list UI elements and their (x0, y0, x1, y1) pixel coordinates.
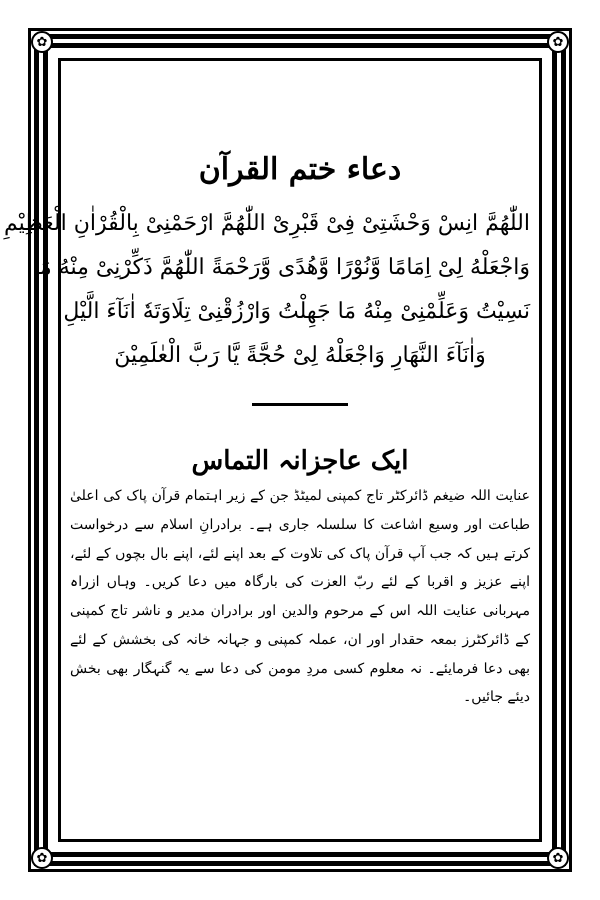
appeal-title: ایک عاجزانہ التماس (191, 446, 409, 477)
corner-rosette-icon: ✿ (31, 31, 53, 53)
dua-line: وَاجْعَلْهُ لِىْ اِمَامًا وَّنُوْرًا وَّهُدًى وَّرَحْمَةً اللّٰهُمَّ ذَكِّرْنِىْ مِنْهُ مَا (33, 255, 530, 281)
page-content (3, 150, 530, 712)
dua-text (3, 207, 530, 373)
corner-rosette-icon: ✿ (31, 847, 53, 869)
dua-line: وَاٰنَآءَ النَّهَارِ وَاجْعَلْهُ لِىْ حُجَّةً يَّا رَبَّ الْعٰلَمِيْنَ (114, 343, 486, 369)
corner-rosette-icon: ✿ (547, 847, 569, 869)
dua-line: نَسِيْتُ وَعَلِّمْنِىْ مِنْهُ مَا جَهِلْتُ وَارْزُقْنِىْ تِلَاوَتَهٗ اٰنَآءَ الَّيْلِ (63, 299, 530, 325)
appeal-paragraph: عنایت اللہ ضیغم ڈائرکٹر تاج کمپنی لمیٹڈ جن کے زیر اہتمام قرآن پاک کی اعلیٰ طباعت اور وسیع اشاعت کا سلسلہ جاری ہے۔ برادرانِ اسلام سے درخواست کرتے ہیں کہ جب آپ قرآن پاک کی تلاوت کے بعد اپنے لئے، اپنے بال بچوں کے لئے، اپنے عزیز و اقربا کے لئے ربّ العزت کی بارگاہ میں دعا کریں۔ وہاں ازراہ مہربانی عنایت اللہ اس کے مرحوم والدین اور برادران مدیر و ناشر تاج کمپنی کے ڈائرکٹرز بمعہ حقدار اور ان، عملہ کمپنی و جہانہ خانہ کی بخشش کے لئے بھی دعا فرمایئے۔ نہ معلوم کسی مردِ مومن کی دعا سے یہ گنہگار بھی بخش دیئے جائیں۔ (70, 488, 530, 706)
section-divider (252, 403, 348, 406)
corner-rosette-icon: ✿ (547, 31, 569, 53)
page-title: دعاء ختم القرآن (198, 152, 402, 187)
dua-line: اللّٰهُمَّ انِسْ وَحْشَتِىْ فِىْ قَبْرِىْ اللّٰهُمَّ ارْحَمْنِىْ بِالْقُرْاٰنِ الْعَظِيْمِ (3, 211, 530, 236)
